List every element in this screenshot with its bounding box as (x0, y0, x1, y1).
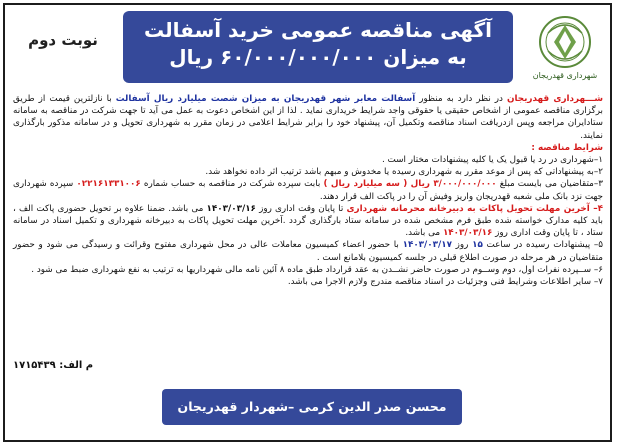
condition-3-text-a: ۳–متقاضیان می بایست مبلغ (496, 179, 603, 190)
condition-1: ۱–شهرداری در رد یا قبول یک یا کلیه پیشنهادات مختار است . (381, 155, 603, 166)
deadline-date: ۱۴۰۳/۰۳/۱۶ (206, 203, 256, 214)
signature-banner: محسن صدر الدین کرمی –شهردار قهدریجان (162, 389, 462, 425)
condition-3-text-b: بابت سپرده شرکت در مناقصه به حساب شماره (140, 179, 324, 190)
condition-2: ۲–به پیشنهاداتی که پس از موعد مقرر به شهرداری رسیده یا مخدوش و مبهم باشد ترتیب اثر داده نخواهد شد. (205, 167, 603, 178)
logo-text: شهرداری قهدریجان (532, 71, 598, 80)
condition-3-text-c: سپرده شهرداری جهت نزد بانک ملی شعبه قهدریجان واریز وفیش آن را در پاکت الف قرار دهند. (13, 179, 603, 202)
deposit-amount: ۳/۰۰۰/۰۰۰/۰۰۰ ریال ( سه میلیارد ریال ) (323, 179, 497, 190)
condition-5-text-a: ۵– پیشنهادات رسیده در ساعت (482, 240, 603, 251)
condition-3 (13, 178, 603, 202)
ad-number: م الف: ۱۷۱۵۴۳۹ (13, 360, 94, 371)
conditions-title: شرایط مناقصه : (531, 142, 603, 153)
condition-5-text-b: روز (451, 240, 473, 251)
title-banner (123, 11, 513, 83)
deadline-date-2: ۱۴۰۳/۰۳/۱۶ (442, 228, 493, 239)
opening-hour: ۱۵ (472, 240, 483, 251)
condition-6: ۶– ســپرده نفرات اول، دوم وســوم در صورت حاضر نشــدن به عقد قرارداد طبق ماده ۸ آئین نامه مالی شهرداریها به ترتیب به نفع شهرداری ضبط می شود . (31, 264, 603, 275)
municipality-logo (526, 11, 604, 85)
intro-text-2: با نازلترین قیمت از طریق برگزاری مناقصه عمومی از اشخاص حقیقی یا حقوقی واجد شرایط خریداری نماید . لذا از این اشخاص دعوت به عمل می آید تا جهت شرکت در مناقصه به سامانه ستادایران مراجعه وپس ازدریافت اسناد مناقصه وتکمیل آن، پیشنهاد خود را برابر شرایط اعلامی در زمان مقرر به شهرداری تحویل و در سامانه مذکور بارگذاری نمایند. (13, 94, 603, 141)
condition-4-text-c: می باشد. (405, 228, 443, 239)
condition-5 (13, 239, 603, 263)
intro-text-1: در نظر دارد به منظور (415, 94, 507, 104)
opening-date: ۱۴۰۳/۰۳/۱۷ (402, 240, 452, 251)
project-name: آسفالت معابر شهر قهدریجان به میزان شصت میلیارد ریال آسفالت (115, 94, 416, 104)
round-label: نوبت دوم (28, 31, 98, 49)
condition-4 (13, 203, 603, 240)
deadline-heading: ۴– آخرین مهلت تحویل پاکات به دبیرخانه محرمانه شهرداری (346, 203, 603, 214)
condition-5-text-c: با حضور اعضاء کمیسیون معاملات عالی در محل شهرداری مفتوح وقرائت و رسیدگی می شود و حضور متقاضیان در هر مرحله در صورت اطلاع قبلی در جلسه کمیسیون بلامانع است . (13, 240, 603, 263)
org-name: شـــهرداری قهدریجان (506, 94, 603, 104)
notice-header (5, 5, 610, 89)
notice-page (3, 3, 612, 442)
intro-paragraph (13, 93, 603, 142)
notice-title: آگهی مناقصه عمومی خرید آسفالت (143, 18, 493, 42)
notice-amount: به میزان ۶۰/۰۰۰/۰۰۰/۰۰۰ ریال (169, 45, 467, 69)
logo-emblem-icon (526, 11, 604, 85)
condition-7: ۷– سایر اطلاعات وشرایط فنی وجزئیات در اسناد مناقصه مندرج ولازم الاجرا می باشد. (287, 277, 603, 288)
condition-4-text-a: تا پایان وقت اداری روز (255, 203, 347, 214)
account-number: ۰۲۲۱۶۱۳۳۱۰۰۶ (76, 179, 141, 190)
notice-body (13, 93, 603, 288)
condition-4-text-b: می باشد. ضمنا علاوه بر تحویل حضوری پاکت الف ، باید کلیه مدارک خواسته شده طبق فرم مشخص شده در سامانه ستاد بارگذاری گردد .آخرین مهلت تحویل پاکات به دبیرخانه شهرداری و تکمیل اسناد در سامانه ستاد ، تا پایان وقت اداری روز (13, 203, 603, 239)
